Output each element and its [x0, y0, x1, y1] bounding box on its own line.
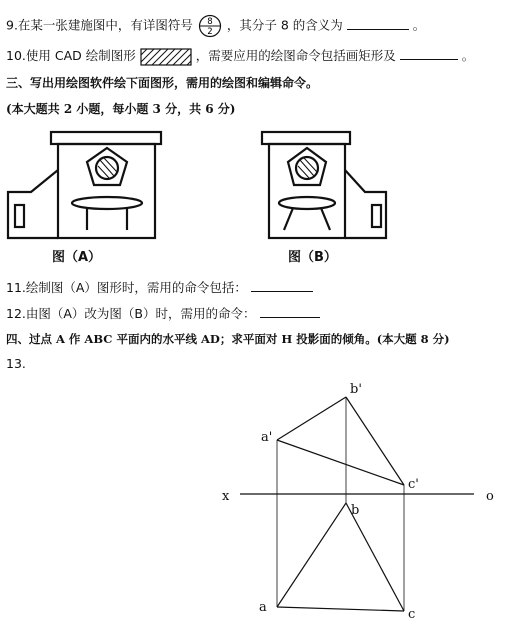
figure-b-caption: 图（B）	[288, 250, 337, 265]
figure-a	[6, 130, 176, 240]
edge-a-b	[277, 503, 346, 607]
q10-text-before: 10.使用 CAD 绘制图形	[6, 48, 136, 63]
section-3-subheading: (本大题共 2 小题，每小题 3 分，共 6 分)	[6, 102, 236, 116]
q12-text: 12.由图（A）改为图（B）时，需用的命令：	[6, 306, 256, 321]
q9-text-after: ，其分子 8 的含义为	[226, 17, 343, 33]
edge-b-c	[346, 503, 404, 611]
edge-a-prime-c-prime	[277, 440, 404, 485]
q9-text-end: 。	[412, 17, 426, 33]
q12-answer-blank[interactable]	[260, 305, 320, 318]
figure-b-main-body	[269, 144, 345, 238]
label-b-prime: b'	[350, 382, 362, 397]
q10-text-end: 。	[461, 48, 475, 63]
figure-b-right-window	[372, 205, 381, 227]
figure-a-table-top	[72, 197, 142, 209]
edge-a-prime-b-prime	[277, 397, 346, 440]
question-11	[6, 278, 313, 296]
label-o: o	[486, 489, 494, 504]
figure-a-caption: 图（A）	[52, 250, 102, 265]
detail-symbol-numerator: 8	[207, 17, 213, 27]
question-9	[6, 14, 425, 38]
question-13-number: 13.	[6, 356, 26, 371]
hatched-rectangle-icon	[140, 48, 192, 66]
question-12	[6, 304, 320, 322]
figure-b-table-top	[279, 197, 335, 209]
figure-a-left-window	[15, 205, 24, 227]
section-4-heading: 四、过点 A 作 ABC 平面内的水平线 AD；求平面对 H 投影面的倾角。(本大题 8 分)	[6, 332, 450, 346]
label-a: a	[259, 600, 267, 615]
figure-b-table-leg-right	[321, 208, 330, 230]
edge-b-prime-c-prime	[346, 397, 404, 485]
q10-answer-blank[interactable]	[400, 47, 458, 60]
label-c-prime: c'	[408, 477, 419, 492]
figure-b-chimney-cap	[262, 132, 350, 144]
edge-a-c	[277, 607, 404, 611]
detail-symbol-denominator: 2	[207, 27, 213, 37]
section-3-heading: 三、写出用绘图软件绘下面图形，需用的绘图和编辑命令。	[6, 76, 319, 90]
detail-symbol	[198, 14, 222, 38]
q10-text-after: ，需要应用的绘图命令包括画矩形及	[195, 48, 396, 63]
q11-text: 11.绘制图（A）图形时，需用的命令包括：	[6, 280, 247, 295]
q9-answer-blank[interactable]	[347, 17, 409, 30]
label-b: b	[351, 503, 360, 518]
q11-answer-blank[interactable]	[251, 279, 313, 292]
figure-b-table-leg-left	[284, 208, 293, 230]
projection-diagram	[0, 370, 524, 624]
figure-a-chimney-cap	[51, 132, 161, 144]
question-10	[6, 46, 474, 66]
label-x: x	[222, 489, 230, 504]
q9-text-before: 9.在某一张建施图中，有详图符号	[6, 17, 193, 33]
label-a-prime: a'	[261, 430, 273, 445]
label-c: c	[408, 607, 416, 622]
figure-b	[260, 130, 390, 240]
